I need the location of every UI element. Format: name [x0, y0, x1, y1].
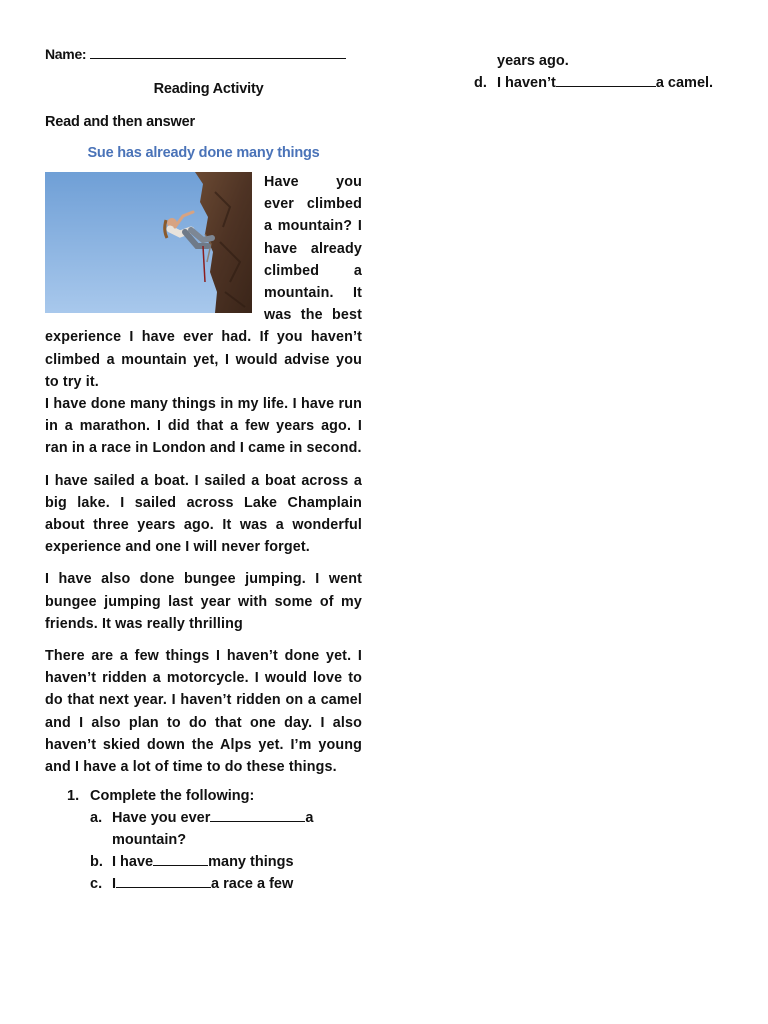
question-heading-text: Complete the following:	[90, 788, 255, 805]
instruction-text: Read and then answer	[45, 114, 195, 130]
item-text-before: I haven’t	[497, 75, 556, 91]
question-number: 1.	[67, 788, 80, 805]
page-title: Reading Activity	[153, 81, 264, 97]
name-blank-line[interactable]	[90, 46, 346, 59]
item-text-after: many things	[208, 854, 294, 871]
answer-blank[interactable]	[153, 853, 208, 866]
item-letter: b.	[90, 854, 103, 871]
answer-blank[interactable]	[556, 74, 656, 87]
question-items	[90, 807, 362, 895]
question-item-a	[90, 807, 362, 851]
question-heading	[45, 788, 362, 804]
item-text-before: I have	[112, 854, 154, 871]
item-letter: d.	[474, 75, 487, 91]
item-text-after: a mountain?	[112, 810, 314, 849]
paragraph-1: Have you ever climbed a mountain? I have already climbed a mountain. It was the best experience I have ever had. If you haven’t climbed a mountain yet, I would advise you to try it.	[45, 174, 362, 390]
item-text-before: I	[112, 876, 117, 893]
answer-blank[interactable]	[116, 875, 211, 888]
item-text-after: a camel.	[655, 75, 714, 91]
paragraph-5: There are a few things I haven’t done yet. I haven’t ridden a motorcycle. I would love to do that next year. I haven’t ridden on a camel and I also plan to do that one day. I also haven’t skied down the Alps yet. I’m young and I have a lot of time to do these things.	[45, 648, 362, 776]
answer-blank[interactable]	[210, 809, 305, 822]
rock-climber-photo	[45, 172, 252, 313]
item-text-before: Have you ever	[112, 810, 211, 827]
name-field-row	[45, 46, 362, 62]
paragraph-3: I have sailed a boat. I sailed a boat across a big lake. I sailed across Lake Champlain about three years ago. It was a wonderful experience and one I will never forget.	[45, 472, 362, 556]
item-letter: a.	[90, 810, 103, 827]
paragraph-2: I have done many things in my life. I have run in a marathon. I did that a few years ago. I ran in a race in London and I came in second.	[45, 396, 362, 457]
item-text-after: a race a few	[211, 876, 294, 893]
name-label: Name:	[45, 46, 87, 62]
question-item-d	[474, 72, 744, 94]
right-column	[474, 50, 744, 94]
item-letter: c.	[90, 876, 103, 893]
question-section	[45, 788, 362, 895]
question-item-c-continuation: years ago.	[497, 53, 569, 69]
story-title: Sue has already done many things	[87, 145, 320, 161]
question-item-c	[90, 873, 362, 895]
question-item-b	[90, 851, 362, 873]
paragraph-4: I have also done bungee jumping. I went bungee jumping last year with some of my friends. It was really thrilling	[45, 571, 362, 632]
left-column	[45, 46, 362, 895]
